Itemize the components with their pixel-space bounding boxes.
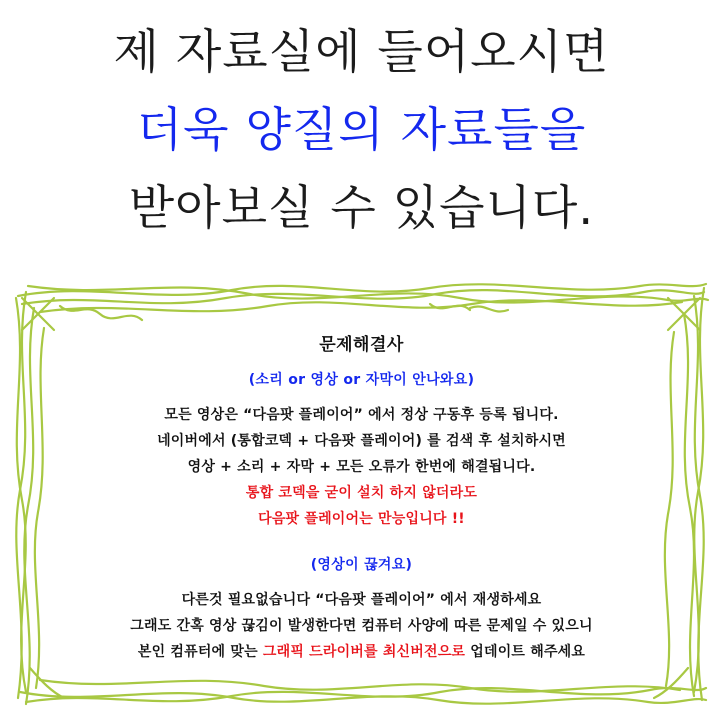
headline-line-3: 받아보실 수 있습니다. bbox=[128, 181, 595, 236]
section2-last-line bbox=[40, 639, 683, 665]
section2-line-2: 그래도 간혹 영상 끊김이 발생한다면 컴퓨터 사양에 따른 문제일 수 있으니 bbox=[130, 618, 593, 634]
section1-heading: (소리 or 영상 or 자막이 안나와요) bbox=[248, 372, 475, 388]
content-title: 문제해결사 bbox=[319, 335, 404, 355]
section2-line-1: 다른것 필요없습니다 “다음팟 플레이어” 에서 재생하세요 bbox=[181, 592, 542, 608]
headline-line-1: 제 자료실에 들어오시면 bbox=[113, 25, 610, 80]
headline-line-2: 더욱 양질의 자료들을 bbox=[136, 103, 587, 158]
section1-red-line-1: 통합 코덱을 굳이 설치 하지 않더라도 bbox=[245, 485, 478, 501]
section1-red-line-2: 다음팟 플레이어는 만능입니다 !! bbox=[258, 511, 465, 527]
section-gap bbox=[40, 532, 683, 554]
section2-heading: (영상이 끊겨요) bbox=[310, 557, 413, 573]
section1-line-3: 영상 + 소리 + 자막 + 모든 오류가 한번에 해결됩니다. bbox=[187, 459, 536, 475]
section2-last-line-part3: 업데이트 해주세요 bbox=[465, 644, 586, 660]
section1-line-2: 네이버에서 (통합코덱 + 다음팟 플레이어) 를 검색 후 설치하시면 bbox=[157, 433, 566, 449]
section1-line-1: 모든 영상은 “다음팟 플레이어” 에서 정상 구동후 등록 됩니다. bbox=[164, 407, 559, 423]
headline-block bbox=[0, 14, 723, 248]
section2-last-line-highlight: 그래픽 드라이버를 최신버전으로 bbox=[262, 644, 466, 660]
content-block bbox=[40, 330, 683, 665]
section2-last-line-part1: 본인 컴퓨터에 맞는 bbox=[137, 644, 263, 660]
